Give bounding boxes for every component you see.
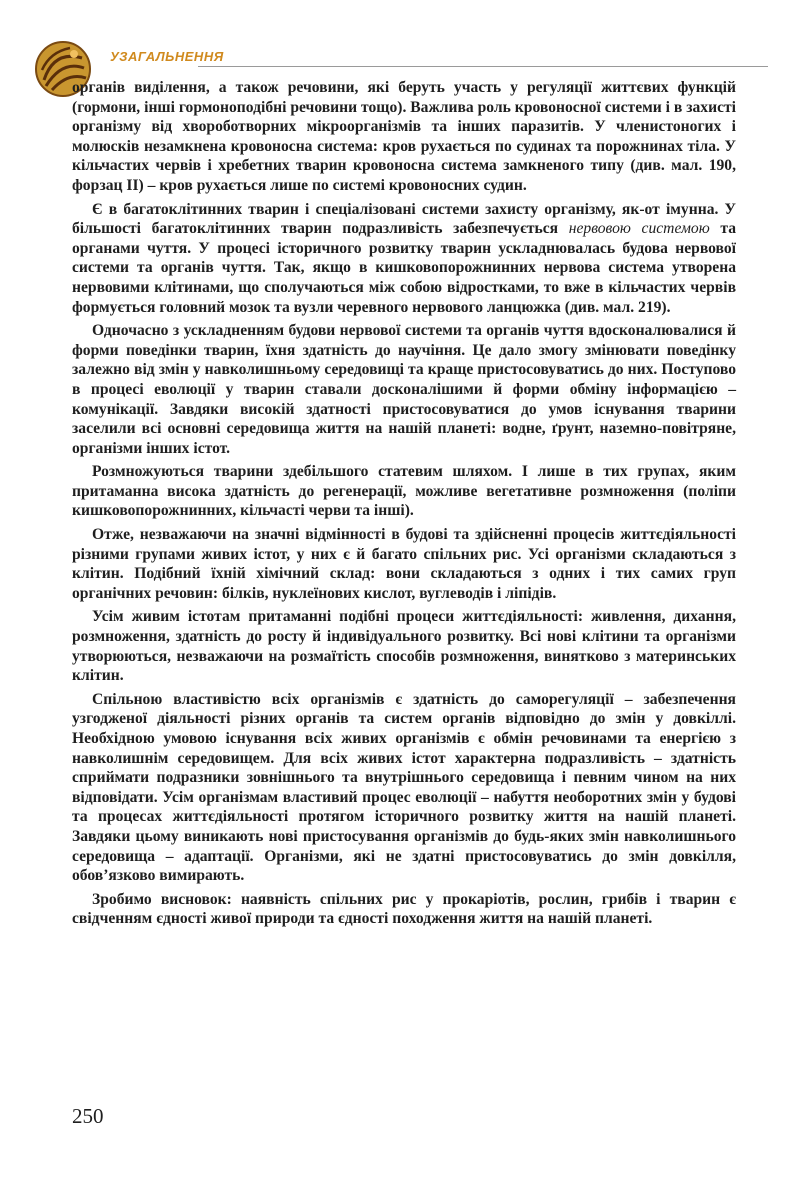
section-title: УЗАГАЛЬНЕННЯ: [110, 49, 224, 64]
paragraph: Отже, незважаючи на значні відмінності в будові та здійсненні процесів життєдіяльності різними групами живих істот, у них є й багато спільних рис. Усі організми складаються з клітин. Подібний їхній хімічний склад: вони складаються з одних і тих самих груп органічних речовин: білків, нуклеїнових кислот, вуглеводів і ліпідів.: [72, 526, 736, 602]
page-number: 250: [72, 1104, 104, 1128]
body-text: [72, 78, 736, 929]
term-nervous-system: нервовою системою: [568, 220, 710, 238]
paragraph: Розмножуються тварини здебільшого статевим шляхом. І лише в тих групах, яким притаманна висока здатність до регенерації, можливе вегетативне розмноження (поліпи кишковопорожнинних, кільчасті черви та інші).: [72, 463, 736, 520]
paragraph: Одночасно з ускладненням будови нервової системи та органів чуття вдосконалювалися й форми поведінки тварин, їхня здатність до научіння. Це дало змогу змінювати поведінку залежно від змін у навколишньому середовищі та краще пристосовуватись до них. Поступово в процесі еволюції у тварин ставали досконалішими й форми обміну інформацією – комунікації. Завдяки високій здатності пристосовуватися до умов існування тварини заселили всі основні середовища життя на нашій планеті: водне, ґрунт, наземно-повітряне, організми інших істот.: [72, 322, 736, 457]
paragraph-nervous-system: Є в багатоклітинних тварин і спеціалізовані системи захисту організму, як-от імунна. У більшості багатоклітинних тварин подразливість забезпечується нервовою системою та органами чуття. У процесі історичного розвитку тварин ускладнювалась будова нервової системи та органів чуття. Так, якщо в кишковопорожнинних нервова система утворена нервовими клітинами, що сполучаються між собою відростками, то вже в кільчастих червів формується головний мозок та вузли черевного нервового ланцюжка (див. мал. 219).: [72, 200, 737, 316]
paragraph-conclusion: Зробимо висновок: наявність спільних рис у прокаріотів, рослин, грибів і тварин є свідченням єдності живої природи та єдності походження життя на нашій планеті.: [72, 890, 736, 928]
paragraph: Спільною властивістю всіх організмів є здатність до саморегуляції – забезпечення узгодженої діяльності різних органів та систем органів відповідно до змін у довкіллі. Необхідною умовою існування всіх живих організмів є обмін речовинами та енергією з навколишнім середовищем. Для всіх живих істот характерна подразливість – здатність сприймати подразники зовнішнього та внутрішнього середовища і певним чином на них відповідати. Усім організмам властивий процес еволюції – набуття необоротних змін у будові та процесах життєдіяльності протягом історичного розвитку життя на нашій планеті. Завдяки цьому виникають нові пристосування організмів до будь-яких змін навколишнього середовища – адаптації. Організми, які не здатні пристосовуватись до змін довкілля, обов’язково вимирають.: [72, 690, 736, 885]
conclusion-lead: Зробимо висновок:: [92, 890, 232, 908]
paragraph: органів виділення, а також речовини, які беруть участь у регуляції життєвих функцій (гормони, інші гормоноподібні речовини тощо). Важлива роль кровоносної системи і в захисті організму від хвороботворних мікроорганізмів та інших паразитів. У членистоногих і молюсків незамкнена кровоносна система: кров рухається по судинах та порожнинах тіла. У кільчастих червів і хребетних тварин кровоносна система замкненого типу (див. мал. 190, форзац ІІ) – кров рухається лише по системі кровоносних судин.: [72, 79, 736, 194]
header-divider: [198, 66, 768, 67]
paragraph: Усім живим істотам притаманні подібні процеси життєдіяльності: живлення, дихання, розмноження, здатність до росту й індивідуального розвитку. Всі нові клітини та організми утворюються, незважаючи на розмаїтість способів розмноження, винятково з материнських клітин.: [72, 608, 736, 685]
